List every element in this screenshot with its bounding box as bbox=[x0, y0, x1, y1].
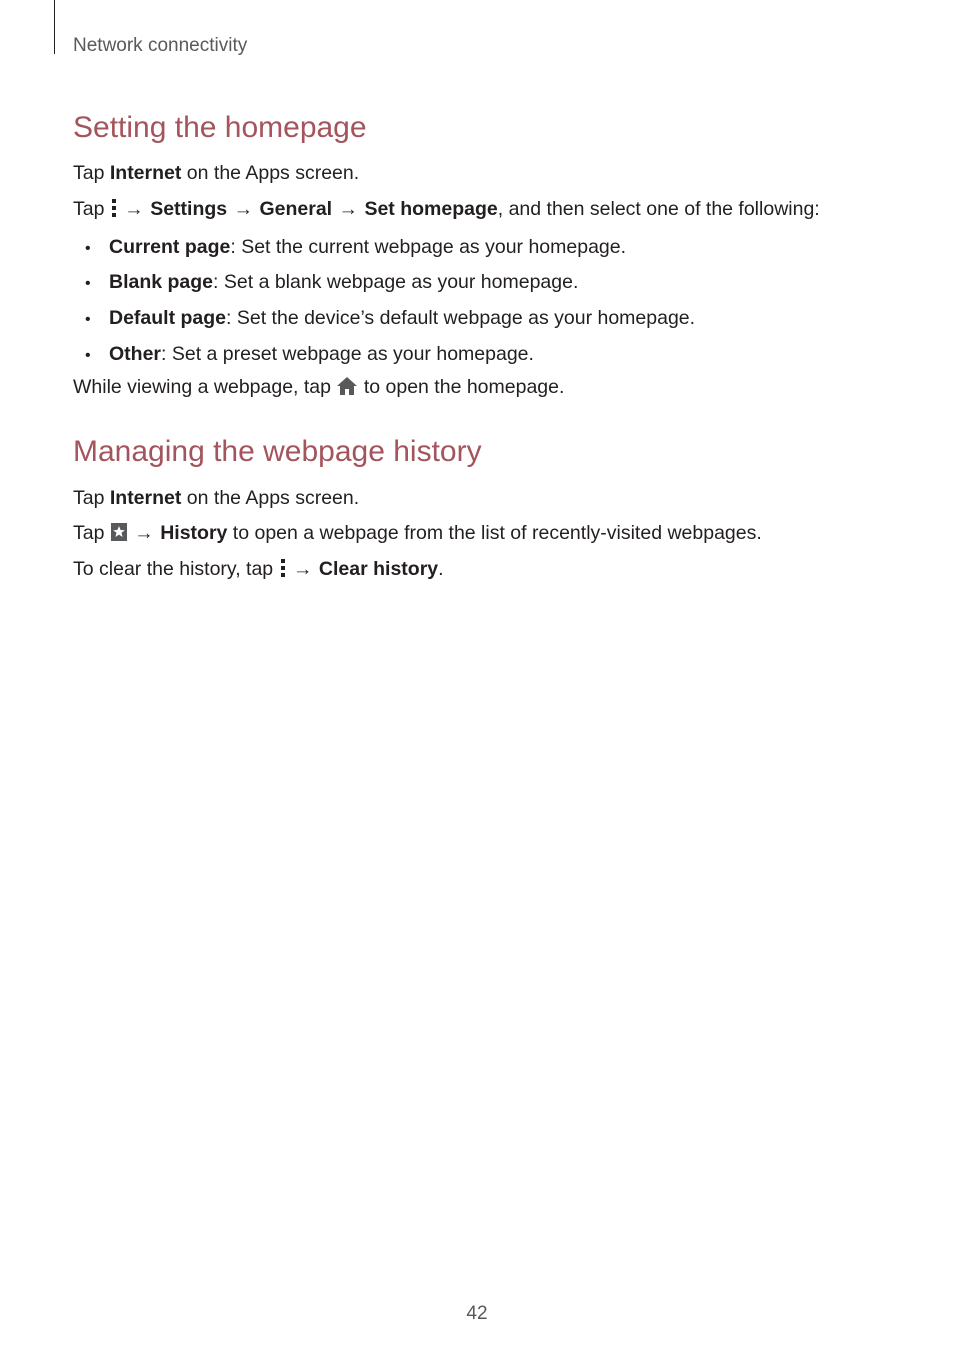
paragraph-tap-internet bbox=[73, 160, 359, 186]
text: . bbox=[438, 558, 444, 580]
list-item bbox=[85, 341, 534, 369]
paragraph-open-homepage bbox=[73, 374, 564, 403]
bold-term: Other bbox=[109, 343, 162, 365]
bullet: • bbox=[85, 240, 91, 257]
more-options-icon bbox=[279, 558, 287, 585]
bold-term: Set homepage bbox=[364, 198, 498, 220]
home-icon bbox=[336, 376, 358, 403]
bold-term: Clear history bbox=[318, 558, 439, 580]
text: While viewing a webpage, tap bbox=[73, 376, 337, 398]
paragraph-set-homepage-path bbox=[73, 196, 820, 225]
text: : Set a preset webpage as your homepage. bbox=[161, 343, 534, 365]
bold-term: Internet bbox=[109, 162, 182, 184]
bold-term: History bbox=[160, 522, 228, 544]
bold-term: General bbox=[259, 198, 333, 220]
header-rule bbox=[54, 0, 55, 54]
more-options-icon bbox=[110, 198, 118, 225]
bold-term: Current page bbox=[109, 236, 231, 258]
section-title-homepage: Setting the homepage bbox=[73, 111, 367, 144]
section-title-history: Managing the webpage history bbox=[73, 435, 482, 468]
arrow: → bbox=[293, 558, 313, 580]
arrow: → bbox=[134, 522, 154, 544]
text: to open a webpage from the list of recently-visited webpages. bbox=[227, 522, 762, 544]
text: Tap bbox=[73, 487, 110, 509]
text: Tap bbox=[73, 198, 110, 220]
text: on the Apps screen. bbox=[181, 487, 360, 509]
arrow: → bbox=[233, 198, 254, 220]
bullet: • bbox=[85, 347, 91, 364]
running-head: Network connectivity bbox=[73, 35, 248, 56]
bold-term: Internet bbox=[109, 487, 182, 509]
text: Tap bbox=[73, 162, 110, 184]
paragraph-clear-history bbox=[73, 556, 444, 585]
text: on the Apps screen. bbox=[181, 162, 360, 184]
bold-term: Settings bbox=[150, 198, 228, 220]
arrow: → bbox=[124, 198, 144, 220]
list-item bbox=[85, 234, 626, 262]
text: : Set the device’s default webpage as your homepage. bbox=[226, 307, 696, 329]
list-item bbox=[85, 305, 695, 333]
paragraph-open-history bbox=[73, 520, 762, 549]
bold-term: Default page bbox=[109, 307, 227, 329]
text: : Set a blank webpage as your homepage. bbox=[213, 271, 579, 293]
page-number: 42 bbox=[466, 1303, 488, 1324]
text: , and then select one of the following: bbox=[497, 198, 820, 220]
list-item bbox=[85, 269, 578, 297]
bookmark-star-icon bbox=[110, 522, 128, 549]
text: Tap bbox=[73, 522, 110, 544]
bold-term: Blank page bbox=[109, 271, 214, 293]
text: To clear the history, tap bbox=[73, 558, 279, 580]
text: to open the homepage. bbox=[358, 376, 565, 398]
text: : Set the current webpage as your homepage. bbox=[230, 236, 627, 258]
bullet: • bbox=[85, 311, 91, 328]
bullet: • bbox=[85, 275, 91, 292]
arrow: → bbox=[338, 198, 359, 220]
paragraph-tap-internet bbox=[73, 485, 359, 511]
